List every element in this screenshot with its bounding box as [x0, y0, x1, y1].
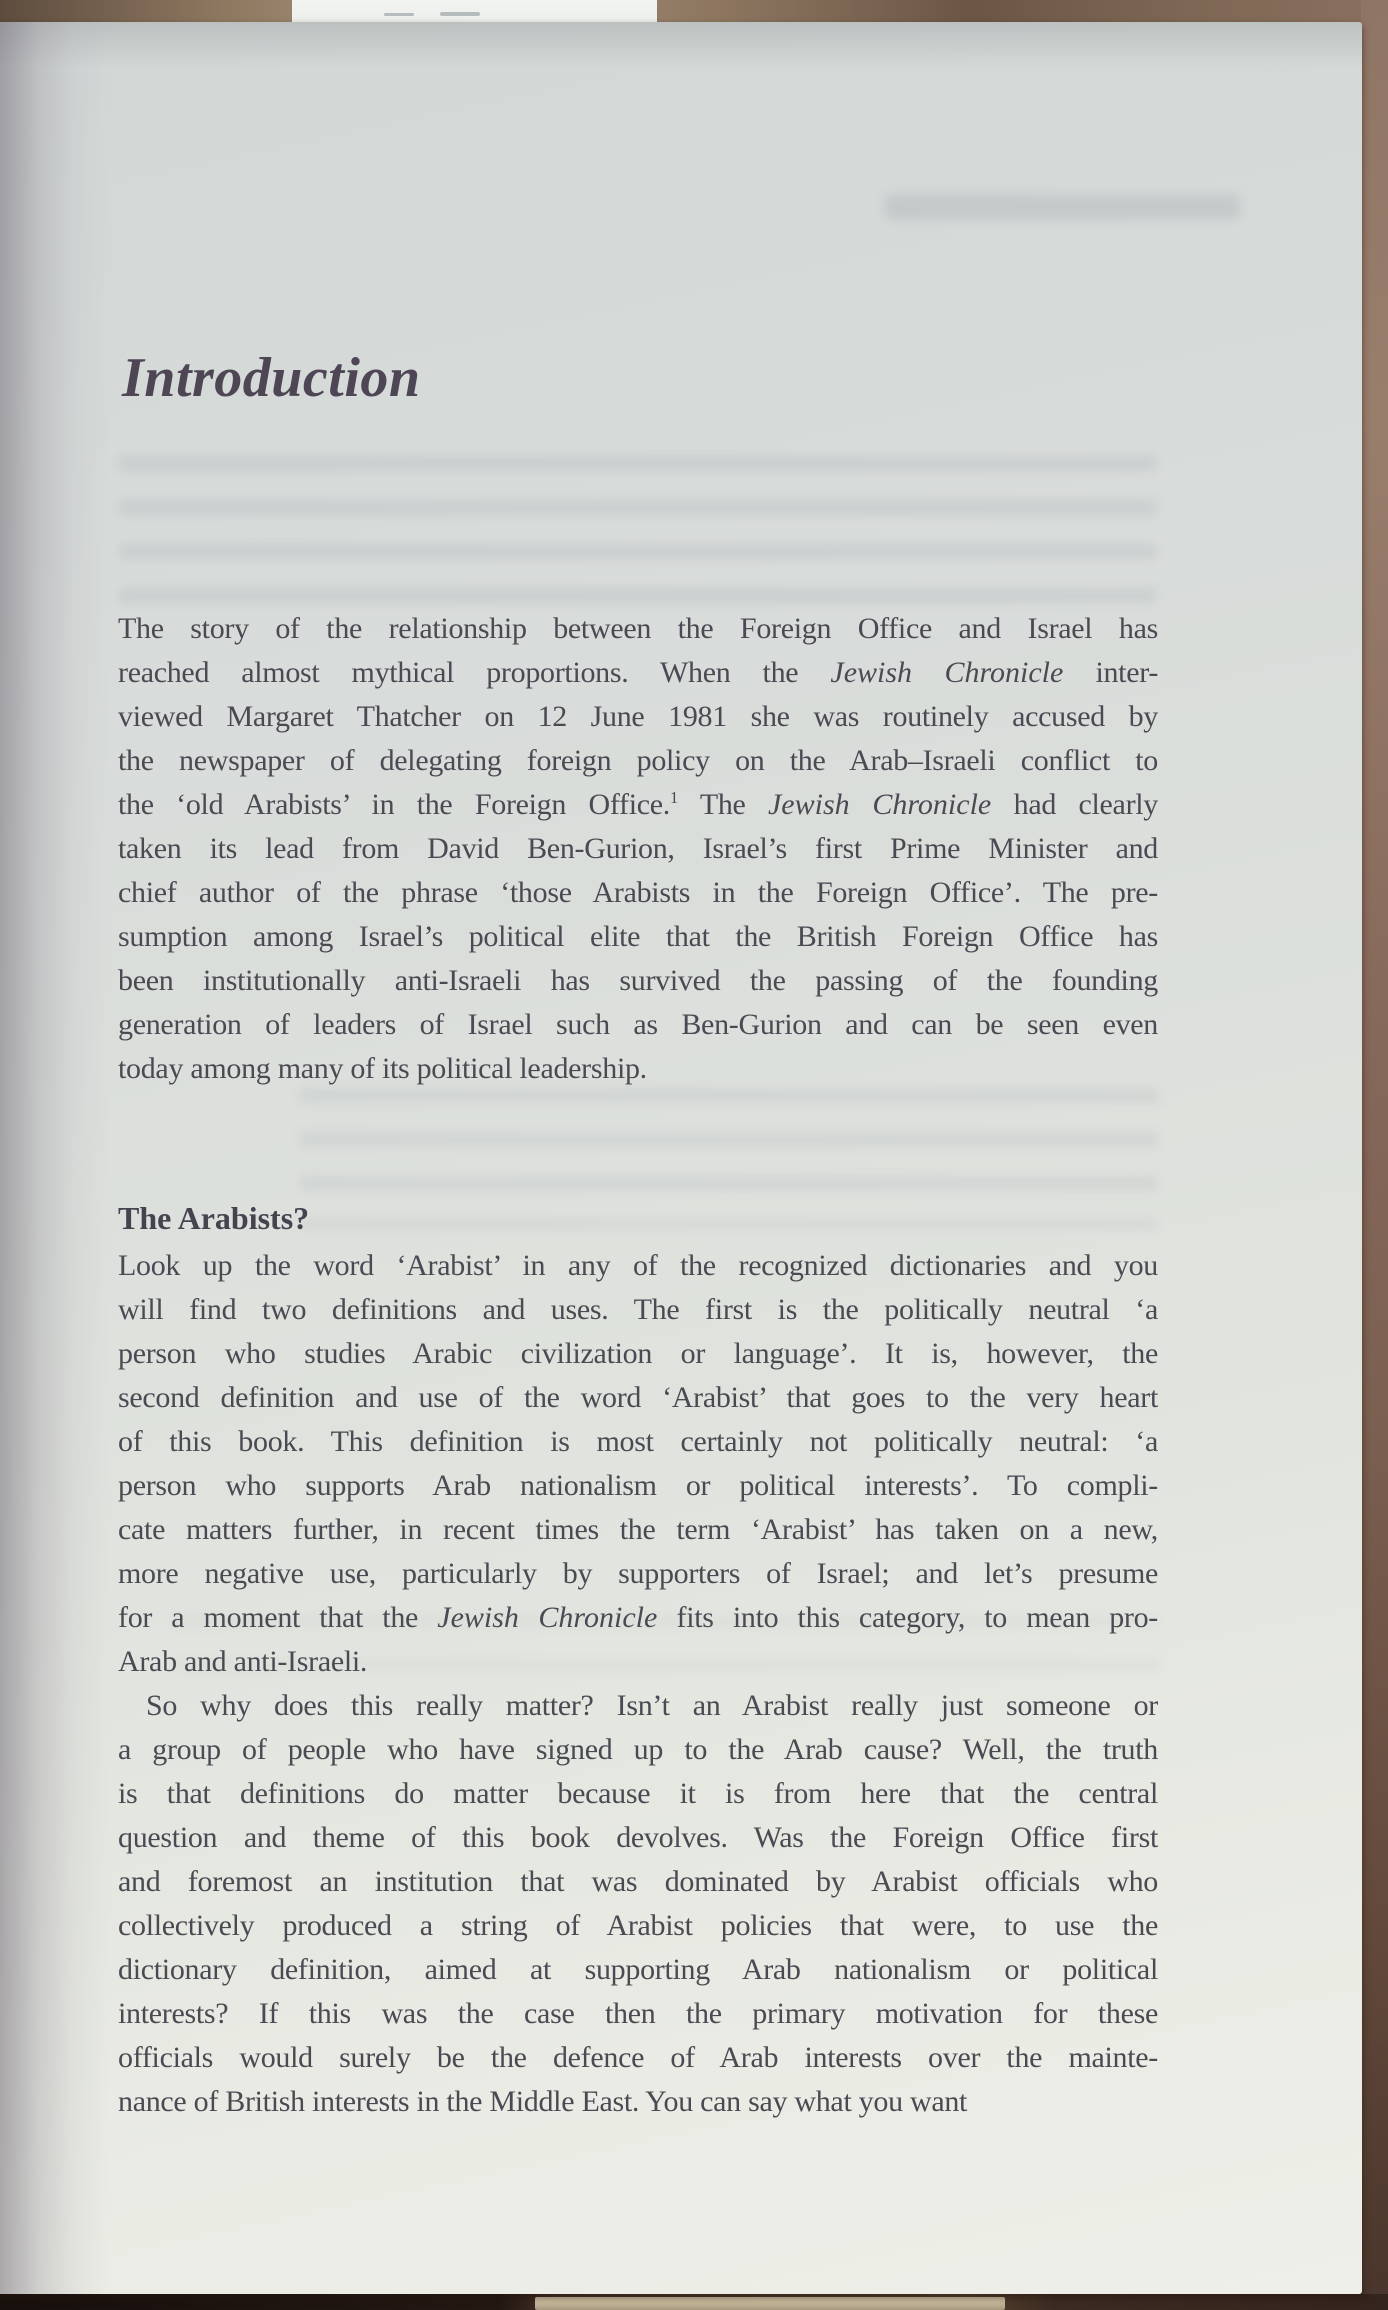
text-line: interests? If this was the case then the primary motivation for these — [118, 1997, 1158, 2030]
text-line: sumption among Israel’s political elite that the British Foreign Office has — [118, 920, 1158, 953]
text-line: officials would surely be the defence of Arab interests over the mainte- — [118, 2041, 1158, 2074]
text-line: second definition and use of the word ‘Arabist’ that goes to the very heart — [118, 1381, 1158, 1414]
text-line: Arab and anti-Israeli. — [118, 1645, 368, 1678]
text-line: question and theme of this book devolves. Was the Foreign Office first — [118, 1821, 1158, 1854]
book-page — [0, 22, 1362, 2294]
paragraph — [118, 1244, 1158, 1684]
text-line: a group of people who have signed up to the Arab cause? Well, the truth — [118, 1733, 1158, 1766]
text-line: generation of leaders of Israel such as Ben-Gurion and can be seen even — [118, 1008, 1158, 1041]
showthrough-text-ghost — [120, 456, 1156, 606]
text-line: the newspaper of delegating foreign policy on the Arab–Israeli conflict to — [118, 744, 1158, 777]
text-line: the ‘old Arabists’ in the Foreign Office.$^1$ The Jewish Chronicle had clearly — [118, 788, 1158, 821]
section-heading: The Arabists? — [118, 1199, 310, 1236]
page-top-shade — [0, 22, 1362, 68]
text-line: will find two definitions and uses. The first is the politically neutral ‘a — [118, 1293, 1158, 1326]
text-line: So why does this really matter? Isn’t an Arabist really just someone or — [146, 1689, 1158, 1722]
text-line: more negative use, particularly by supporters of Israel; and let’s presume — [118, 1557, 1158, 1590]
paragraph — [118, 1684, 1158, 2124]
text-line: Look up the word ‘Arabist’ in any of the recognized dictionaries and you — [118, 1249, 1158, 1282]
bookmark-mark — [440, 12, 480, 16]
text-line: The story of the relationship between the Foreign Office and Israel has — [118, 612, 1158, 645]
desk-surface-top — [0, 0, 1388, 24]
desk-surface-right — [1361, 0, 1388, 2310]
text-line: nance of British interests in the Middle East. You can say what you want — [118, 2085, 968, 2118]
text-line: been institutionally anti-Israeli has survived the passing of the founding — [118, 964, 1158, 997]
text-line: taken its lead from David Ben-Gurion, Israel’s first Prime Minister and — [118, 832, 1158, 865]
text-line: cate matters further, in recent times the term ‘Arabist’ has taken on a new, — [118, 1513, 1158, 1546]
paragraph — [118, 607, 1158, 1091]
text-line: today among many of its political leadership. — [118, 1052, 647, 1085]
text-line: reached almost mythical proportions. When the Jewish Chronicle inter- — [118, 656, 1158, 689]
text-line: chief author of the phrase ‘those Arabists in the Foreign Office’. The pre- — [118, 876, 1158, 909]
text-line: of this book. This definition is most certainly not politically neutral: ‘a — [118, 1425, 1158, 1458]
text-line: viewed Margaret Thatcher on 12 June 1981 she was routinely accused by — [118, 700, 1158, 733]
text-line: is that definitions do matter because it is from here that the central — [118, 1777, 1158, 1810]
page-left-edge-shadow — [0, 22, 110, 2294]
text-line: person who supports Arab nationalism or political interests’. To compli- — [118, 1469, 1158, 1502]
bookmark-mark — [384, 13, 414, 16]
text-line: dictionary definition, aimed at supporting Arab nationalism or political — [118, 1953, 1158, 1986]
book-edge-strip — [535, 2297, 1005, 2310]
text-line: and foremost an institution that was dominated by Arabist officials who — [118, 1865, 1158, 1898]
text-line: for a moment that the Jewish Chronicle fits into this category, to mean pro- — [118, 1601, 1158, 1634]
text-line: collectively produced a string of Arabist policies that were, to use the — [118, 1909, 1158, 1942]
showthrough-text-ghost — [300, 1088, 1158, 1228]
chapter-title: Introduction — [122, 346, 421, 409]
text-line: person who studies Arabic civilization or language’. It is, however, the — [118, 1337, 1158, 1370]
showthrough-header-ghost — [884, 194, 1240, 220]
